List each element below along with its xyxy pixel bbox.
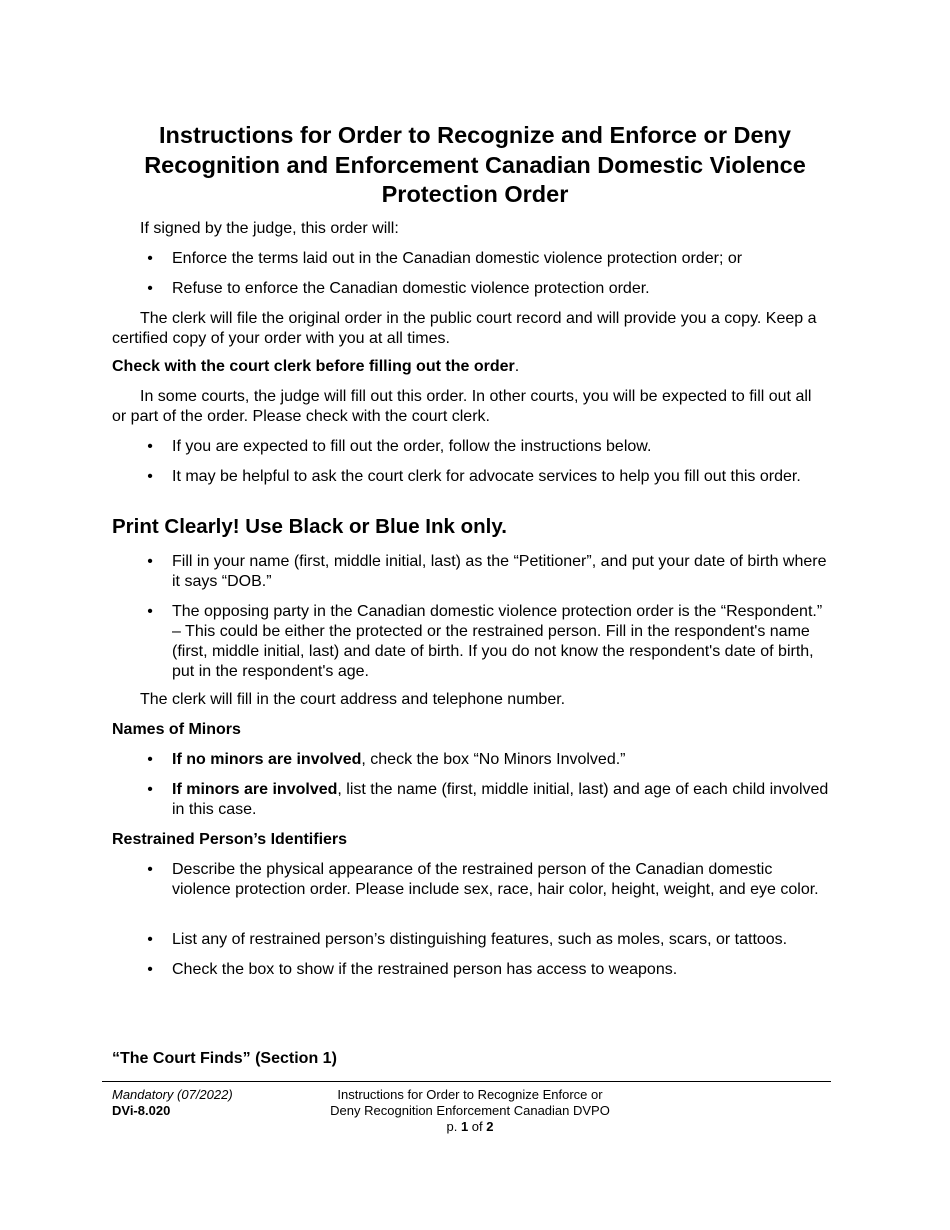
- bullet-icon: •: [147, 781, 153, 798]
- footer-center: [300, 1087, 640, 1135]
- footer-page-number: [300, 1119, 640, 1135]
- list-item: [147, 467, 832, 487]
- list-item-text: Check the box to show if the restrained person has access to weapons.: [172, 961, 678, 978]
- list-item-text: Enforce the terms laid out in the Canadian domestic violence protection order; or: [172, 250, 743, 267]
- list-item: [147, 437, 832, 457]
- list-item: [147, 960, 832, 980]
- restrained-heading: Restrained Person’s Identifiers: [112, 831, 348, 848]
- list-item-text: , list the name (first, middle initial, last) and age of each child involved in this case.: [172, 781, 829, 818]
- footer-left: [112, 1087, 233, 1119]
- list-item-text: If you are expected to fill out the order, follow the instructions below.: [172, 438, 652, 455]
- list-item: [147, 602, 832, 682]
- footer-form-id: DVi-8.020: [112, 1103, 171, 1118]
- court-finds-heading: “The Court Finds” (Section 1): [112, 1050, 337, 1067]
- page-of: of: [468, 1119, 487, 1134]
- page-total: 2: [486, 1119, 494, 1134]
- clerk-address-text: The clerk will fill in the court address and telephone number.: [140, 691, 566, 708]
- bullet-icon: •: [147, 468, 153, 485]
- page-current: 1: [460, 1119, 469, 1134]
- list-item-text: List any of restrained person’s distinguishing features, such as moles, scars, or tattoos.: [172, 931, 788, 948]
- intro-text: If signed by the judge, this order will:: [140, 220, 399, 237]
- list-item: [147, 780, 832, 820]
- footer-divider: [102, 1081, 831, 1082]
- check-clerk-heading: [112, 357, 830, 377]
- bullet-icon: •: [147, 751, 153, 768]
- list-item: [147, 279, 862, 299]
- page-prefix: p.: [446, 1119, 461, 1134]
- list-item-text: Refuse to enforce the Canadian domestic violence protection order.: [172, 280, 650, 297]
- page-title: Instructions for Order to Recognize and Enforce or Deny Recognition and Enforcement Canadian Domestic Violence Protection Order: [144, 122, 806, 207]
- print-clearly-heading: Print Clearly! Use Black or Blue Ink only.: [112, 515, 507, 538]
- list-item-text: Fill in your name (first, middle initial, last) as the “Petitioner”, and put your date of birth where it says “DOB.”: [172, 553, 827, 590]
- list-item-bold: If no minors are involved: [172, 751, 362, 768]
- bullet-icon: •: [147, 438, 153, 455]
- bullet-icon: •: [147, 931, 153, 948]
- minors-heading: Names of Minors: [112, 721, 241, 738]
- check-clerk-heading-period: .: [514, 358, 520, 375]
- list-item-text: Describe the physical appearance of the restrained person of the Canadian domestic violence protection order. Please include sex, race, hair color, height, weight, and eye color.: [172, 861, 819, 898]
- footer-doc-title-line1: Instructions for Order to Recognize Enforce or: [337, 1087, 603, 1102]
- list-item-text: , check the box “No Minors Involved.”: [361, 751, 626, 768]
- bullet-icon: •: [147, 861, 153, 878]
- list-item: [147, 930, 832, 950]
- list-item-bold: If minors are involved: [172, 781, 338, 798]
- bullet-icon: •: [147, 250, 153, 267]
- bullet-icon: •: [147, 961, 153, 978]
- footer-mandatory: Mandatory (07/2022): [112, 1087, 233, 1102]
- list-item: [147, 552, 832, 592]
- bullet-icon: •: [147, 603, 153, 620]
- list-item-text: It may be helpful to ask the court clerk for advocate services to help you fill out this order.: [172, 468, 801, 485]
- clerk-file-paragraph: The clerk will file the original order in the public court record and will provide you a copy. Keep a certified copy of your order with you at all times.: [112, 310, 817, 347]
- list-item: [147, 249, 862, 269]
- list-item: [147, 750, 832, 770]
- bullet-icon: •: [147, 280, 153, 297]
- check-clerk-heading-text: Check with the court clerk before filling out the order: [112, 358, 515, 375]
- list-item: [147, 860, 832, 900]
- footer-doc-title-line2: Deny Recognition Enforcement Canadian DVPO: [330, 1103, 610, 1118]
- list-item-text: The opposing party in the Canadian domestic violence protection order is the “Respondent.” – This could be either the protected or the restrained person. Fill in the respondent's name (first, middle initial, last) and date of birth. If you do not know the respondent's date of birth, put in the respondent's age.: [172, 603, 823, 680]
- some-courts-paragraph: In some courts, the judge will fill out this order. In other courts, you will be expected to fill out all or part of the order. Please check with the court clerk.: [112, 388, 812, 425]
- bullet-icon: •: [147, 553, 153, 570]
